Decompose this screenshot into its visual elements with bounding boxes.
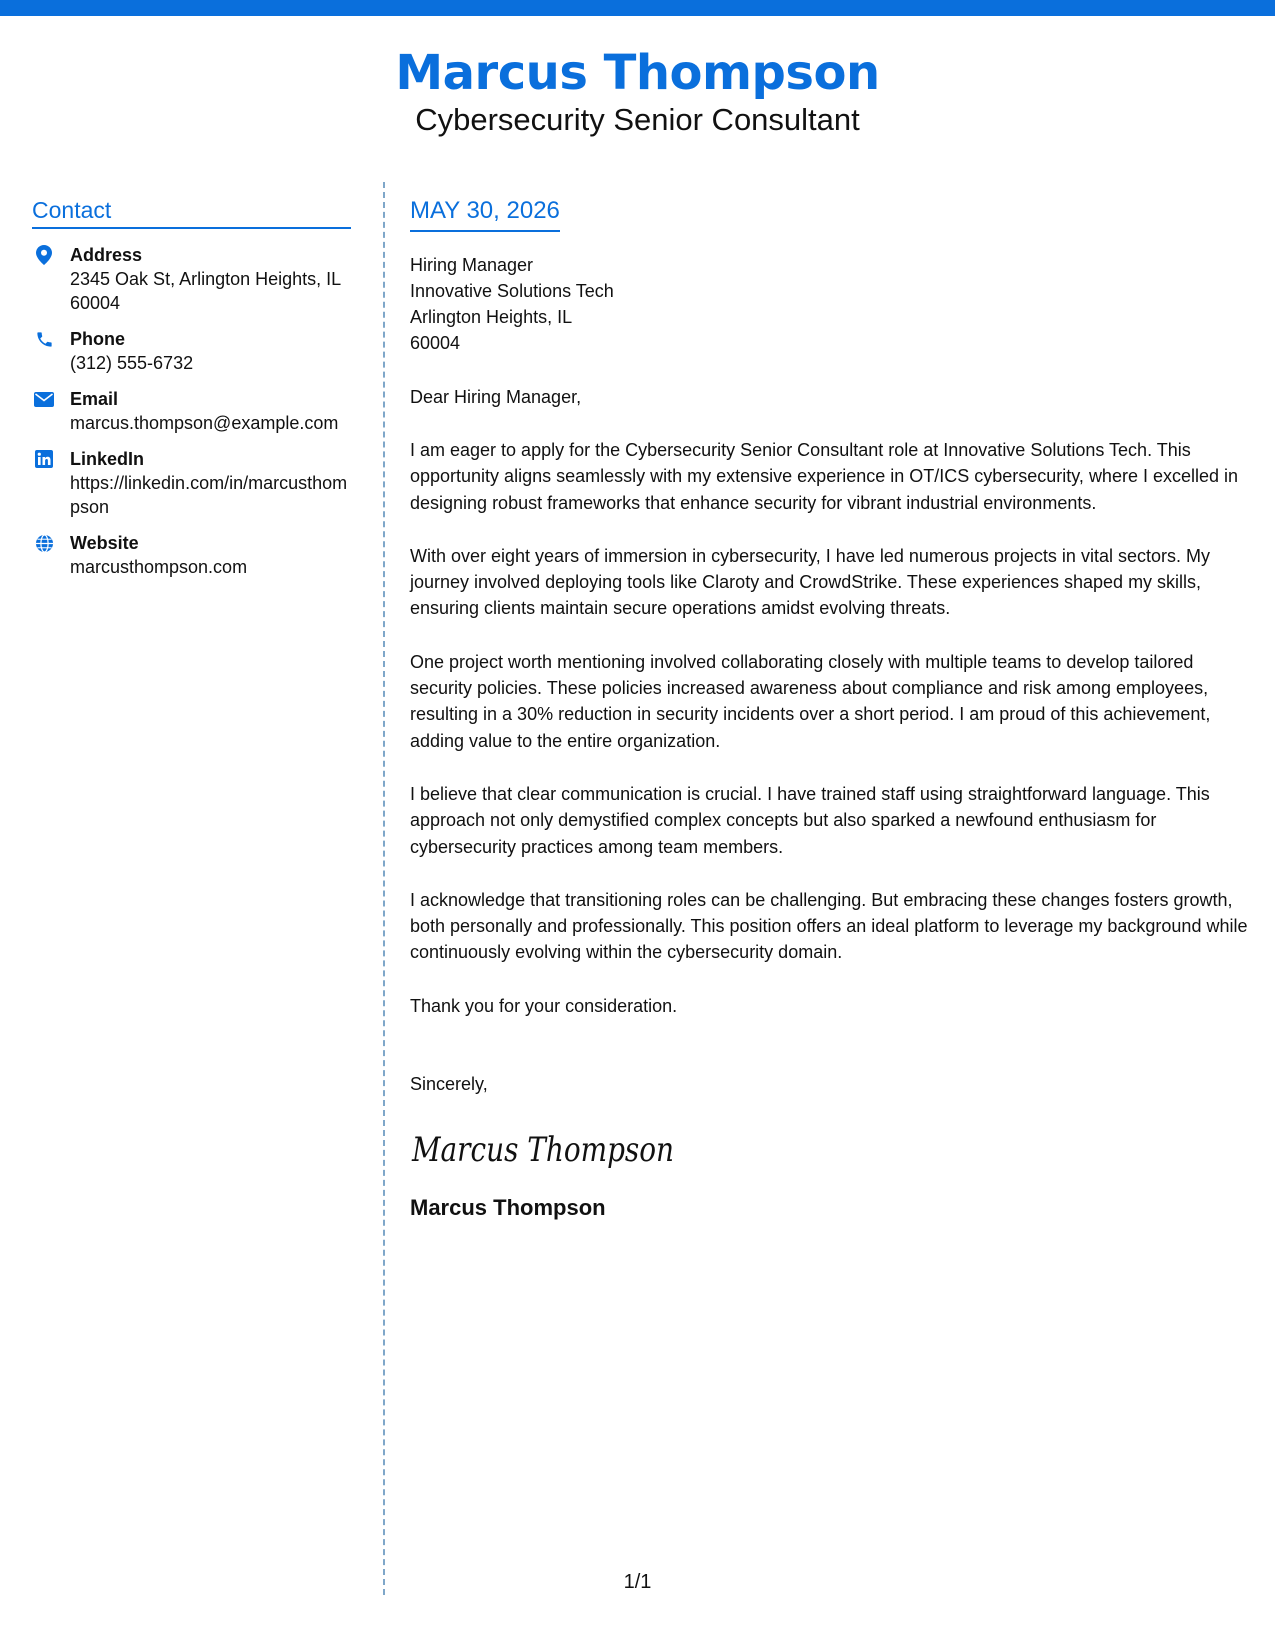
contact-value: (312) 555-6732 <box>70 353 194 373</box>
page-number: 1/1 <box>623 1571 652 1593</box>
contact-sidebar <box>32 196 351 591</box>
letter-paragraph: With over eight years of immersion in cybersecurity, I have led numerous projects in vital sectors. My journey involved deploying tools like Claroty and CrowdStrike. These experiences shaped my skills, ensuring clients maintain secure operations amidst evolving threats. <box>410 545 1210 619</box>
contact-list <box>32 243 351 579</box>
map-pin-icon <box>34 245 54 265</box>
globe-icon <box>34 533 54 553</box>
recipient-line: Arlington Heights, IL <box>410 307 573 327</box>
contact-value[interactable]: https://linkedin.com/in/marcusthompson <box>70 473 348 517</box>
letter-paragraph: I believe that clear communication is crucial. I have trained staff using straightforward language. This approach not only demystified complex concepts but also sparked a newfound enthusiasm for cybersecurity practices among team members. <box>410 783 1210 857</box>
signer-name: Marcus Thompson <box>410 1195 606 1221</box>
envelope-icon <box>34 389 54 409</box>
applicant-name: Marcus Thompson <box>395 45 880 101</box>
recipient-line: 60004 <box>410 333 461 353</box>
letter-date: MAY 30, 2026 <box>410 196 560 232</box>
closing: Sincerely, <box>410 1074 488 1095</box>
phone-icon <box>34 329 54 349</box>
handwritten-signature <box>410 1119 680 1177</box>
recipient-block <box>410 252 1248 356</box>
top-accent-bar <box>0 0 1275 16</box>
contact-value: 2345 Oak St, Arlington Heights, IL 60004 <box>70 269 341 313</box>
contact-item-email <box>32 387 351 435</box>
column-divider <box>383 182 385 1595</box>
letter-paragraph: I acknowledge that transitioning roles can be challenging. But embracing these changes fosters growth, both personally and professionally. This position offers an ideal platform to leverage my background while continuously evolving within the cybersecurity domain. <box>410 889 1248 963</box>
linkedin-icon <box>34 449 54 469</box>
letter-body <box>410 196 1248 1222</box>
header <box>0 40 1275 138</box>
letter-paragraph: I am eager to apply for the Cybersecurity Senior Consultant role at Innovative Solutions Tech. This opportunity aligns seamlessly with my extensive experience in OT/ICS cybersecurity, where I excelled in designing robust frameworks that enhance security for vibrant industrial environments. <box>410 440 1239 513</box>
contact-heading: Contact <box>32 196 351 229</box>
recipient-line: Hiring Manager <box>410 255 534 275</box>
contact-value[interactable]: marcusthompson.com <box>70 557 248 577</box>
letter-paragraph: One project worth mentioning involved collaborating closely with multiple teams to develop tailored security policies. These policies increased awareness about compliance and risk among employees, resulting in a 30% reduction in security incidents over a short period. I am proud of this achievement, adding value to the entire organization. <box>410 651 1211 751</box>
applicant-title: Cybersecurity Senior Consultant <box>415 102 860 137</box>
svg-text:Marcus Thompson: Marcus Thompson <box>411 1130 674 1171</box>
contact-label: Phone <box>70 329 126 349</box>
recipient-line: Innovative Solutions Tech <box>410 281 614 301</box>
contact-item-website <box>32 531 351 579</box>
contact-item-phone <box>32 327 351 375</box>
contact-value[interactable]: marcus.thompson@example.com <box>70 413 339 433</box>
contact-item-linkedin <box>32 447 351 519</box>
contact-item-address <box>32 243 351 315</box>
contact-label: Address <box>70 245 143 265</box>
contact-label: Website <box>70 533 139 553</box>
salutation: Dear Hiring Manager, <box>410 387 582 407</box>
contact-label: LinkedIn <box>70 449 145 469</box>
letter-paragraph: Thank you for your consideration. <box>410 995 678 1016</box>
contact-label: Email <box>70 389 119 409</box>
